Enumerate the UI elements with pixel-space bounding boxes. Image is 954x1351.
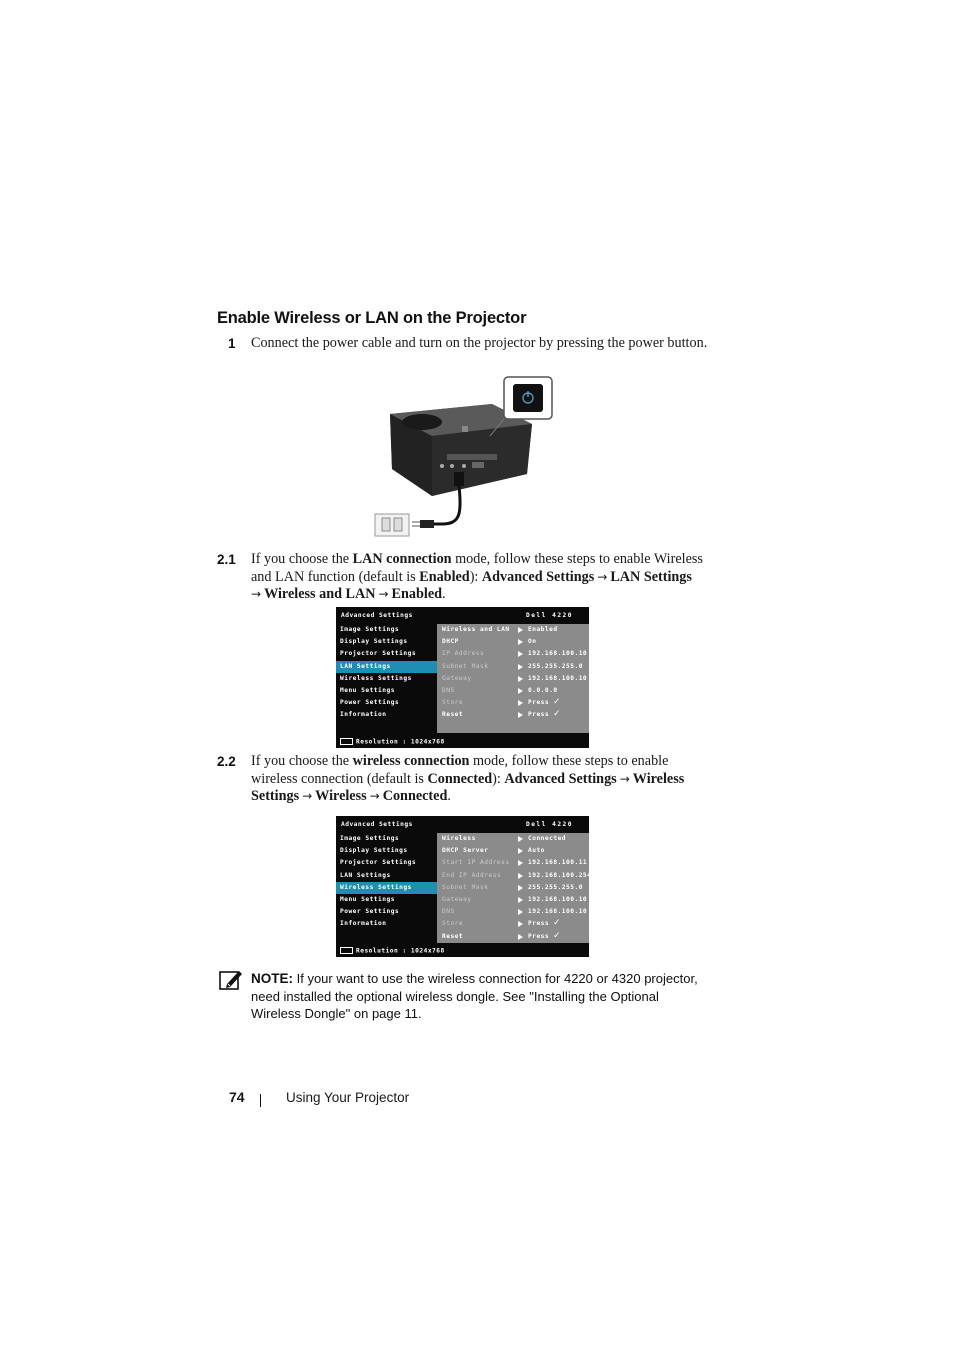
arrow-icon: → <box>378 587 389 602</box>
page-number: 74 <box>229 1089 245 1105</box>
osd-setting-row[interactable] <box>437 857 589 869</box>
osd-setting-row[interactable] <box>437 636 589 648</box>
triangle-right-icon <box>518 848 523 854</box>
osd-setting-value: 192.168.100.10 <box>528 895 588 903</box>
osd-menu-item[interactable]: Image Settings <box>340 626 400 633</box>
osd-setting-label: DHCP <box>442 638 459 646</box>
osd-setting-label: DNS <box>442 908 455 916</box>
osd-left-menu <box>336 624 437 722</box>
osd-setting-row[interactable] <box>437 833 589 845</box>
footer-divider <box>260 1094 261 1107</box>
osd-setting-row[interactable] <box>437 673 589 685</box>
triangle-right-icon <box>518 860 523 866</box>
osd-setting-row[interactable] <box>437 845 589 857</box>
osd-setting-label: Store <box>442 699 464 707</box>
triangle-right-icon <box>518 921 523 927</box>
osd-menu-item[interactable]: LAN Settings <box>336 661 437 673</box>
osd-setting-label: Reset <box>442 711 464 719</box>
triangle-right-icon <box>518 873 523 879</box>
osd-setting-value: Press <box>528 699 550 707</box>
osd-setting-value: 192.168.100.10 <box>528 908 588 916</box>
osd-setting-label: IP Address <box>442 650 485 658</box>
triangle-right-icon <box>518 897 523 903</box>
osd-setting-row[interactable] <box>437 709 589 721</box>
osd-menu-item[interactable]: Wireless Settings <box>340 674 412 682</box>
projector-illustration <box>372 374 556 540</box>
osd-setting-row[interactable] <box>437 624 589 636</box>
arrow-icon: → <box>597 569 608 584</box>
osd-model: Dell 4220 <box>525 612 573 619</box>
triangle-right-icon <box>518 651 523 657</box>
osd-menu-item[interactable]: Power Settings <box>340 699 400 707</box>
monitor-icon <box>340 738 353 745</box>
osd-setting-label: Reset <box>442 932 464 940</box>
osd-setting-value: 192.168.100.10 <box>528 674 588 682</box>
osd-header: Advanced Settings <box>341 821 413 828</box>
step-2-2-number: 2.2 <box>217 754 236 769</box>
arrow-icon: → <box>619 771 630 786</box>
osd-menu-item[interactable]: Wireless Settings <box>336 882 437 894</box>
triangle-right-icon <box>518 676 523 682</box>
osd-setting-label: End IP Address <box>442 871 502 879</box>
osd-menu-item[interactable]: LAN Settings <box>340 871 391 879</box>
triangle-right-icon <box>518 909 523 915</box>
osd-setting-value: 0.0.0.0 <box>528 686 558 694</box>
osd-setting-label: Start IP Address <box>442 859 510 867</box>
osd-resolution: Resolution : 1024x768 <box>340 738 445 746</box>
osd-setting-value: Press <box>528 711 550 719</box>
osd-setting-row[interactable] <box>437 918 589 930</box>
osd-menu-item[interactable]: Display Settings <box>340 638 408 646</box>
osd-setting-value: Auto <box>528 847 545 855</box>
arrow-icon: → <box>369 789 380 804</box>
step-1-number: 1 <box>228 336 236 351</box>
osd-menu-item[interactable]: Display Settings <box>340 847 408 855</box>
osd-setting-label: Store <box>442 920 464 928</box>
osd-menu-item[interactable]: Information <box>340 711 387 719</box>
step-1-text: Connect the power cable and turn on the projector by pressing the power button. <box>251 335 708 351</box>
osd-setting-row[interactable] <box>437 661 589 673</box>
osd-setting-value: Press <box>528 932 550 940</box>
osd-menu-wireless-settings <box>336 816 592 957</box>
arrow-icon: → <box>251 587 262 602</box>
osd-setting-value: 255.255.255.0 <box>528 883 583 891</box>
osd-setting-value: 255.255.255.0 <box>528 662 583 670</box>
checkmark-icon: ✓ <box>553 697 562 708</box>
osd-setting-label: Gateway <box>442 674 472 682</box>
osd-setting-value: On <box>528 638 537 646</box>
osd-setting-label: Subnet Mask <box>442 883 489 891</box>
osd-menu-item[interactable]: Menu Settings <box>340 686 395 694</box>
section-title: Enable Wireless or LAN on the Projector <box>217 309 527 327</box>
triangle-right-icon <box>518 934 523 940</box>
osd-setting-label: Wireless and LAN <box>442 626 510 633</box>
triangle-right-icon <box>518 712 523 718</box>
osd-menu-item[interactable]: Projector Settings <box>340 859 417 867</box>
osd-setting-row[interactable] <box>437 894 589 906</box>
note-pencil-icon <box>219 969 243 991</box>
osd-setting-row[interactable] <box>437 870 592 882</box>
triangle-right-icon <box>518 627 523 633</box>
triangle-right-icon <box>518 700 523 706</box>
osd-setting-value: Enabled <box>528 626 558 633</box>
monitor-icon <box>340 947 353 954</box>
osd-menu-item[interactable]: Image Settings <box>340 835 400 842</box>
osd-setting-value: 192.168.100.10 <box>528 650 588 658</box>
osd-left-menu <box>336 833 437 931</box>
triangle-right-icon <box>518 664 523 670</box>
osd-model: Dell 4220 <box>525 821 573 828</box>
osd-setting-row[interactable] <box>437 697 589 709</box>
osd-header: Advanced Settings <box>341 612 413 619</box>
note-text: NOTE: If your want to use the wireless connection for 4220 or 4320 projector, need installed the optional wireless dongle. See "Installing the Optional Wireless Dongle" on page 11. <box>251 971 698 1022</box>
osd-menu-lan-settings <box>336 607 589 748</box>
osd-resolution: Resolution : 1024x768 <box>340 947 445 955</box>
osd-right-panel <box>437 833 592 943</box>
osd-setting-row[interactable] <box>437 931 589 943</box>
osd-right-panel <box>437 624 589 733</box>
triangle-right-icon <box>518 639 523 645</box>
osd-setting-label: DNS <box>442 686 455 694</box>
osd-setting-row[interactable] <box>437 648 589 660</box>
osd-setting-row[interactable] <box>437 882 589 894</box>
osd-setting-value: 192.168.100.11 <box>528 859 588 867</box>
footer-section: Using Your Projector <box>286 1090 410 1105</box>
osd-setting-label: DHCP Server <box>442 847 489 855</box>
osd-setting-row[interactable] <box>437 685 589 697</box>
step-2-1-number: 2.1 <box>217 552 236 567</box>
triangle-right-icon <box>518 688 523 694</box>
osd-menu-item[interactable]: Projector Settings <box>340 650 417 658</box>
triangle-right-icon <box>518 885 523 891</box>
osd-menu-item[interactable]: Power Settings <box>340 908 400 916</box>
osd-menu-item[interactable]: Menu Settings <box>340 895 395 903</box>
osd-setting-value: Connected <box>528 835 567 842</box>
checkmark-icon: ✓ <box>553 930 562 941</box>
osd-setting-row[interactable] <box>437 906 589 918</box>
osd-setting-label: Wireless <box>442 835 476 842</box>
checkmark-icon: ✓ <box>553 709 562 720</box>
osd-menu-item[interactable]: Information <box>340 920 387 928</box>
triangle-right-icon <box>518 836 523 842</box>
osd-setting-label: Gateway <box>442 895 472 903</box>
checkmark-icon: ✓ <box>553 918 562 929</box>
step-2-1-text: If you choose the LAN connection mode, follow these steps to enable Wireless and LAN function (default is Enabled): Advanced Settings → LAN Settings → Wireless and LAN → Enabled. <box>251 551 703 603</box>
osd-setting-label: Subnet Mask <box>442 662 489 670</box>
arrow-icon: → <box>302 789 313 804</box>
osd-setting-value: Press <box>528 920 550 928</box>
step-2-2-text: If you choose the wireless connection mode, follow these steps to enable wireless connection (default is Connected): Advanced Settings → Wireless Settings → Wireless → Connected. <box>251 753 685 805</box>
osd-setting-value: 192.168.100.254 <box>528 871 592 879</box>
